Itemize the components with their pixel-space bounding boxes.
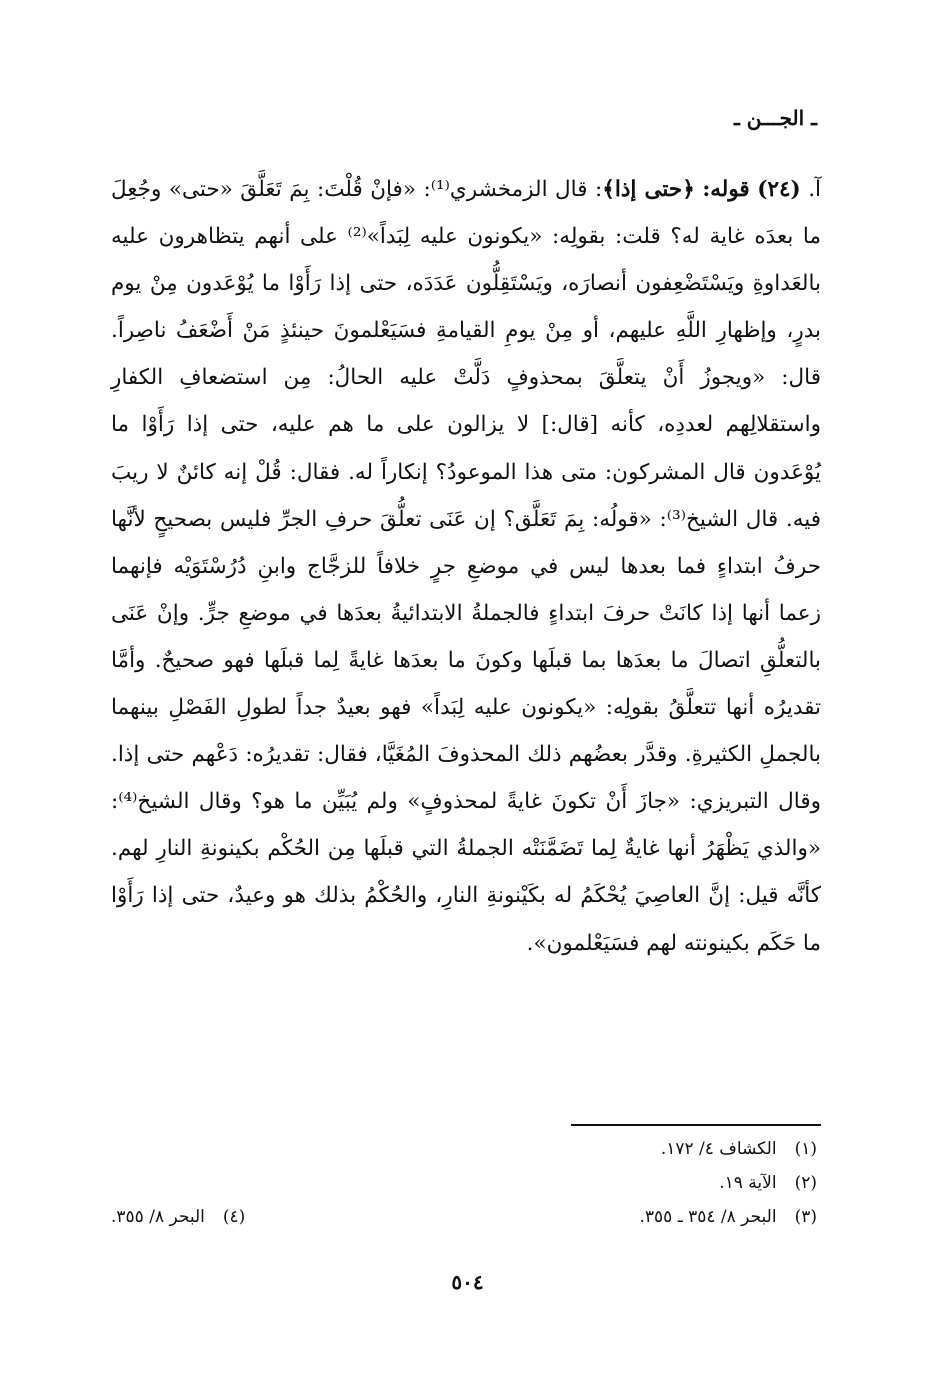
footnotes (111, 1132, 817, 1234)
entry-letter: آ. (808, 177, 822, 202)
main-text (111, 166, 821, 967)
footnote-number: (٤) (222, 1207, 246, 1227)
footnote-text: الكشاف ٤/ ١٧٢. (660, 1139, 777, 1159)
footnote-2 (719, 1166, 817, 1200)
footnote-row (111, 1166, 817, 1200)
footnote-separator (571, 1124, 821, 1126)
page-number: ٥٠٤ (451, 1270, 484, 1294)
commentary-paragraph: : قال الزمخشري⁽¹⁾: «فإنْ قُلْتَ: بِمَ تَعَلَّقَ «حتى» وجُعِلَ ما بعدَه غاية له؟ قلت: بقولِه: «يكونون عليه لِبَداً»⁽²⁾ على أنهم يتظاهرون عليه بالعَداوةِ ويَسْتَضْعِفون أنصارَه، ويَسْتَقِلُّون عَدَدَه، حتى إذا رَأَوْا ما يُوْعَدون مِنْ يوم بدرٍ، وإظهارِ اللَّهِ عليهم، أو مِنْ يومِ القيامةِ فسَيَعْلمونَ حينئذٍ مَنْ أَضْعَفُ ناصِراً. قال: «ويجوزُ أَنْ يتعلَّقَ بمحذوفٍ دَلَّتْ عليه الحالُ: مِن استضعافِ الكفارِ واستقلالِهم لعددِه، كأنه [قال:] لا يزالون على ما هم عليه، حتى إذا رَأَوْا ما يُوْعَدون قال المشركون: متى هذا الموعودُ؟ إنكاراً له. فقال: قُلْ إنه كائنٌ لا ريبَ فيه. قال الشيخ⁽³⁾: «قولُه: بِمَ تَعَلَّق؟ إن عَنَى تعلُّقَ حرفِ الجرِّ فليس بصحيحٍ لأنَّها حرفُ ابتداءٍ فما بعدها ليس في موضعِ جرٍ خلافاً للزجَّاج وابنِ دُرُسْتَوَيْه فإنهما زعما أنها إذا كانَتْ حرفَ ابتداءٍ فالجملةُ الابتدائيةُ بعدَها في موضعِ جرٍّ. وإنْ عَنَى بالتعلُّقِ اتصالَ ما بعدَها بما قبلَها وكونَ ما بعدَها غايةً لِما قبلَها فهو صحيحٌ. وأمَّا تقديرُه أنها تتعلَّقُ بقولِه: «يكونون عليه لِبَداً» فهو بعيدٌ جداً لطولِ الفَصْلِ بينهما بالجملِ الكثيرةِ. وقدَّر بعضُهم ذلك المحذوفَ المُغَيَّا، فقال: تقديرُه: دَعْهم حتى إذا. وقال التبريزي: «جازَ أَنْ تكونَ غايةً لمحذوفٍ» ولم يُبَيِّن ما هو؟ وقال الشيخ⁽⁴⁾: «والذي يَظْهَرُ أنها غايةٌ لِما تَضَمَّنَتْه الجملةُ التي قبلَها مِن الحُكْم بكينونةِ النارِ لهم. كأنَّه قيل: إنَّ العاصِيَ يُحْكَمُ له بكَيْنونةِ النارِ، والحُكْمُ بذلك هو وعيدٌ، حتى إذا رَأَوْا ما حَكَم بكينونته لهم فسَيَعْلمون». (111, 177, 822, 956)
entry-number: (٢٤) (757, 177, 801, 202)
footnote-3 (639, 1200, 817, 1234)
footnote-row (111, 1132, 817, 1166)
footnote-row (111, 1200, 817, 1234)
footnote-number: (٣) (794, 1207, 817, 1227)
footnote-text: البحر ٨/ ٣٥٥. (111, 1207, 205, 1227)
footnote-4 (111, 1200, 245, 1234)
quranic-phrase: ﴿حتى إذا﴾ (602, 177, 695, 202)
footnote-text: الآية ١٩. (719, 1173, 777, 1193)
footnote-text: البحر ٨/ ٣٥٤ ـ ٣٥٥. (639, 1207, 777, 1227)
footnote-1 (661, 1132, 817, 1166)
running-header: ـ الجـــن ـ (733, 106, 817, 130)
footnote-number: (٢) (794, 1173, 817, 1193)
footnote-number: (١) (794, 1139, 817, 1159)
entry-label: قوله: (702, 177, 750, 202)
